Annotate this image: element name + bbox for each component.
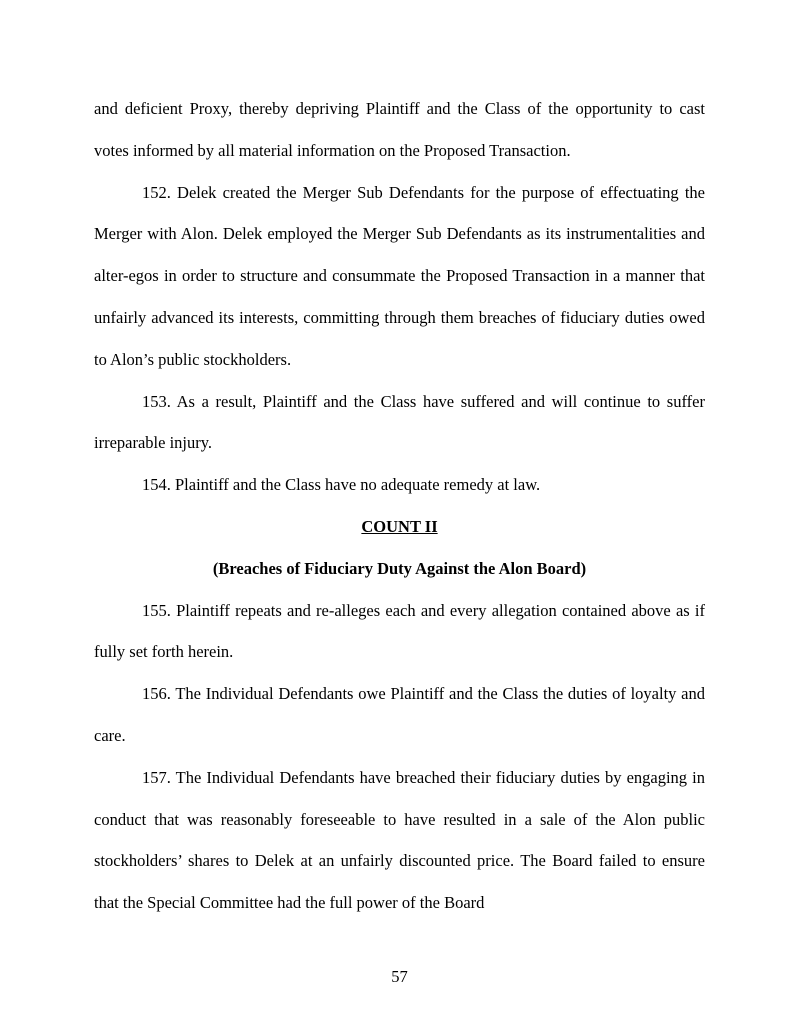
paragraph-157: 157. The Individual Defendants have breached their fiduciary duties by engaging in conduct that was reasonably foreseeable to have resulted in a sale of the Alon public stockholders’ shares to Delek at an unfairly discounted price. The Board failed to ensure that the Special Committee had the full power of the Board bbox=[94, 767, 705, 913]
paragraph-continuation: and deficient Proxy, thereby depriving Plaintiff and the Class of the opportunity to cast votes informed by all material information on the Proposed Transaction. bbox=[94, 99, 705, 160]
paragraph-153: 153. As a result, Plaintiff and the Class have suffered and will continue to suffer irreparable injury. bbox=[94, 391, 705, 453]
paragraph-155: 155. Plaintiff repeats and re-alleges each and every allegation contained above as if fully set forth herein. bbox=[94, 600, 705, 662]
count-heading: COUNT II bbox=[361, 516, 438, 536]
document-page bbox=[94, 88, 705, 924]
paragraph-154: 154. Plaintiff and the Class have no adequate remedy at law. bbox=[142, 475, 541, 495]
page-number: 57 bbox=[391, 967, 408, 986]
count-subheading: (Breaches of Fiduciary Duty Against the Alon Board) bbox=[212, 558, 587, 578]
paragraph-156: 156. The Individual Defendants owe Plaintiff and the Class the duties of loyalty and care. bbox=[94, 684, 705, 745]
paragraph-152: 152. Delek created the Merger Sub Defendants for the purpose of effectuating the Merger with Alon. Delek employed the Merger Sub Defendants as its instrumentalities and alter-egos in order to structure and consummate the Proposed Transaction in a manner that unfairly advanced its interests, committing through them breaches of fiduciary duties owed to Alon’s public stockholders. bbox=[94, 182, 705, 369]
